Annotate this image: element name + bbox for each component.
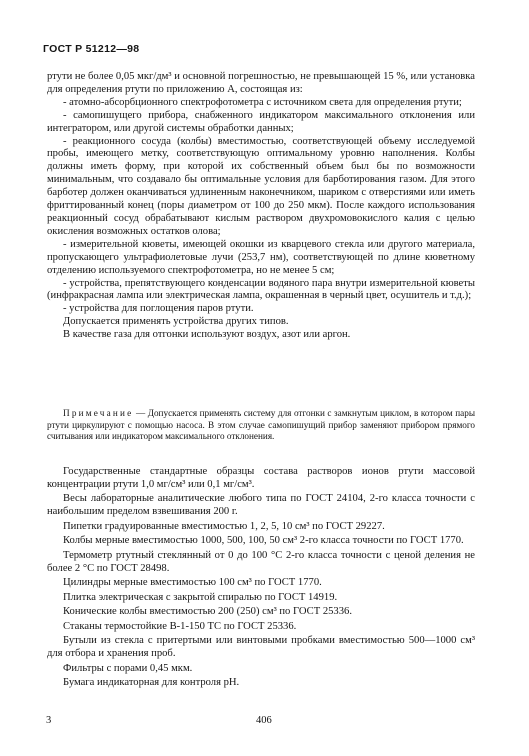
note-text: — Допускается применять систему для отгонки с замкнутым циклом, в котором пары ртути циркулируют с помощью насоса. В этом случае самопишущий прибор заменяют прибором прямого считывания или индикатором максимального отклонения. [47,408,475,442]
equipment-list [47,466,475,692]
paragraph: ртути не более 0,05 мкг/дм³ и основной погрешностью, не превышающей 15 %, или установка для определения ртути по приложению А, состоящая из: [47,71,475,95]
page-header: ГОСТ Р 51212—98 [43,43,140,55]
list-item: - самопишущего прибора, снабженного индикатором максимального отклонения или интегратором, или другой системы обработки данных; [47,109,475,134]
paragraph: Фильтры с порами 0,45 мкм. [63,662,193,674]
paragraph: Колбы мерные вместимостью 1000, 500, 100, 50 см³ 2-го класса точности по ГОСТ 1770. [63,535,464,547]
paragraph: Конические колбы вместимостью 200 (250) см³ по ГОСТ 25336. [63,606,352,618]
paragraph: Плитка электрическая с закрытой спиралью по ГОСТ 14919. [63,591,338,603]
paragraph: Термометр ртутный стеклянный от 0 до 100 °С 2-го класса точности с ценой деления не более 2 °С по ГОСТ 28498. [47,549,475,574]
page-number-global: 406 [256,715,272,726]
paragraph: Цилиндры мерные вместимостью 100 см³ по ГОСТ 1770. [63,577,322,589]
list-item: - атомно-абсорбционного спектрофотометра с источником света для определения ртути; [63,96,462,108]
note-paragraph [47,408,475,443]
paragraph: Допускается применять устройства других типов. [63,316,289,328]
paragraph: Весы лабораторные аналитические любого типа по ГОСТ 24104, 2-го класса точности с наибольшим пределом взвешивания 200 г. [47,493,475,518]
list-item: - устройства, препятствующего конденсации водяного пара внутри измерительной кюветы (инфракрасная лампа или электрическая лампа, окрашенная в черный цвет, осушитель и т.д.); [47,277,475,302]
paragraph: Государственные стандартные образцы состава растворов ионов ртути массовой концентрации ртути 1,0 мг/см³ или 0,1 мг/см³. [47,466,475,490]
paragraph: В качестве газа для отгонки используют воздух, азот или аргон. [63,329,351,341]
paragraph: Бумага индикаторная для контроля рН. [63,677,240,689]
main-text [47,71,475,342]
list-item: - реакционного сосуда (колбы) вместимостью, соответствующей объему исследуемой пробы, имеющего метку, соответствующую оптимальному уровню наполнения. Колбы должны иметь форму, при которой их собственный объем был бы по возможности минимальным, что создавало бы оптимальные условия для барботирования газом. Для этого барботер должен оканчиваться удлиненным наконечником, шариком с отверстиями или иметь фриттированный конец (поры диаметром от 100 до 250 мкм). После каждого использования реакционный сосуд обрабатывают кислым раствором двухромовокислого калия с целью окисления возможных остатков олова; [47,135,475,237]
paragraph: Пипетки градуированные вместимостью 1, 2, 5, 10 см³ по ГОСТ 29227. [63,520,385,532]
note-label: Примечание [63,408,134,418]
list-item: - устройства для поглощения паров ртути. [63,303,254,315]
note-block [47,408,475,443]
page-number-local: 3 [46,715,52,726]
list-item: - измерительной кюветы, имеющей окошки из кварцевого стекла или другого материала, пропускающего ультрафиолетовые лучи (253,7 нм), соответствующей по длине кюветному отделению используемого спектрофотометра, но не менее 5 см; [47,238,475,276]
paragraph: Стаканы термостойкие В-1-150 ТС по ГОСТ 25336. [63,620,297,632]
paragraph: Бутыли из стекла с притертыми или винтовыми пробками вместимостью 500—1000 см³ для отбора и хранения проб. [47,635,475,660]
